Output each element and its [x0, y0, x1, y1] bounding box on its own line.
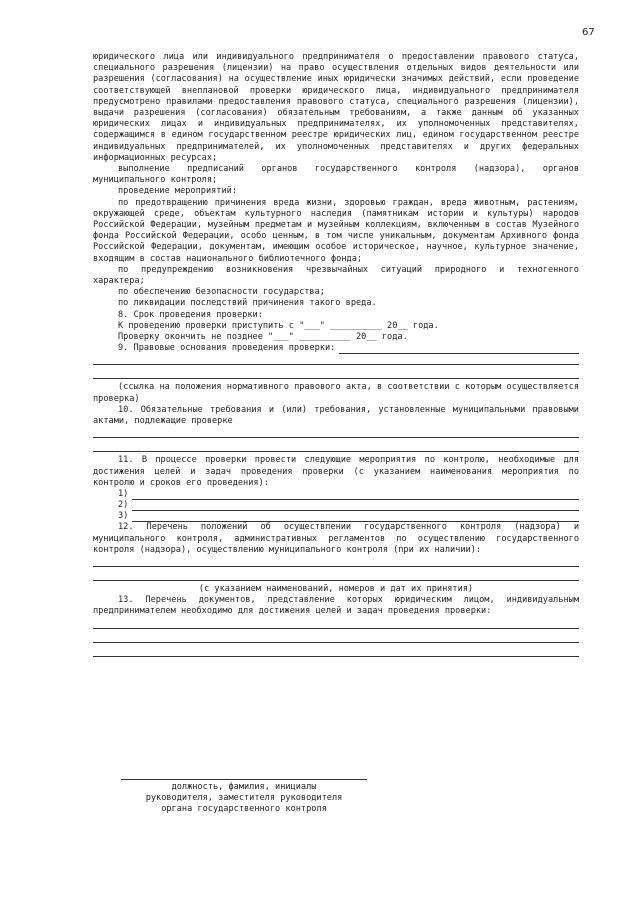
item-8-start: К проведению проверки приступить с "___" __________ 20__ года. — [118, 320, 439, 331]
paragraph-liquidation: по ликвидации последствий причинения такого вреда. — [118, 298, 377, 309]
item-9-blank-line — [93, 368, 579, 379]
item-12-blank-line — [93, 556, 579, 567]
paragraph-prescriptions: выполнение предписаний органов государственного контроля (надзора), органов муниципального контроля; — [93, 164, 579, 186]
paragraph-security: по обеспечению безопасности государства; — [118, 287, 325, 298]
item-11-fill-line — [132, 502, 579, 511]
item-9-row — [93, 343, 579, 354]
item-12-blank-line — [93, 570, 579, 581]
item-11-line-number: 2) — [118, 500, 129, 511]
item-11-line-number: 1) — [118, 488, 129, 499]
signature-caption-1: должность, фамилия, инициалы — [171, 782, 317, 792]
signature-block — [121, 775, 367, 816]
item-9-label: 9. Правовые основания проведения проверки: — [118, 343, 336, 354]
item-9-fill-line — [339, 345, 579, 354]
item-11-line-3 — [93, 511, 579, 522]
item-8-label: 8. Срок проведения проверки: — [118, 309, 263, 320]
item-13-text: 13. Перечень документов, представление которых юридическим лицом, индивидуальным предпринимателем необходимо для достижения целей и задач проведения проверки: — [93, 595, 579, 617]
item-11-fill-line — [132, 491, 579, 500]
item-11-line-1 — [93, 489, 579, 500]
item-12-note: (с указанием наименований, номеров и дат их принятия) — [198, 584, 474, 595]
signature-line — [121, 775, 367, 780]
item-13-blank-line — [93, 618, 579, 629]
item-13-blank-line — [93, 632, 579, 643]
item-11-line-2 — [93, 500, 579, 511]
paragraph-prevent-emergency: по предупреждению возникновения чрезвычайных ситуаций природного и техногенного характера; — [93, 264, 579, 287]
item-11-line-number: 3) — [118, 511, 129, 522]
item-10-blank-line — [93, 427, 579, 438]
item-13-blank-line — [93, 646, 579, 657]
item-10-blank-line — [93, 441, 579, 452]
paragraph-measures: проведение мероприятий: — [118, 186, 237, 197]
signature-caption-2: руководителя, заместителя руководителя — [145, 793, 343, 804]
paragraph-prevent-harm: по предотвращению причинения вреда жизни, здоровью граждан, вреда животным, растениям, окружающей среде, объектам культурного наследия (памятникам истории и культуры) народов Российской Федерации, музейным предметам и музейным коллекциям, включенным в состав Музейного фонда Российской Федерации, особо ценным, в том числе уникальным, документам Архивного фонда Российской Федерации, документам, имеющим особое историческое, научное, культурное значение, входящим в состав национального библиотечного фонда; — [93, 197, 579, 264]
page-number: 67 — [582, 27, 595, 38]
paragraph-legal-status: юридического лица или индивидуального предпринимателя о предоставлении правового статуса, специального разрешения (лицензии) на право осуществления отдельных видов деятельности или разрешения (согласования) на осуществление иных юридически значимых действий, если проведение соответствующей внеплановой проверки юридического лица, индивидуального предпринимателя предусмотрено правилами предоставления правового статуса, специального разрешения (лицензии), выдачи разрешения (согласования) обязательным требованиям, а также данным об указанных юридических лицах и индивидуальных предпринимателях, их уполномоченных представителях, содержащимся в едином государственном реестре юридических лиц, едином государственном реестре индивидуальных предпринимателей, их уполномоченных представителях и других федеральных информационных ресурсах; — [93, 52, 579, 163]
document-body — [93, 52, 579, 660]
item-10-text: 10. Обязательные требования и (или) требования, установленные муниципальными правовыми актами, подлежащие проверке — [93, 404, 579, 427]
signature-caption-3: органа государственного контроля — [161, 804, 327, 815]
item-9-note: (ссылка на положения нормативного правового акта, в соответствии с которым осуществляется проверка) — [93, 382, 579, 404]
item-8-end: Проверку окончить не позднее "___" __________ 20__ года. — [118, 332, 408, 343]
item-11-text: 11. В процессе проверки провести следующие мероприятия по контролю, необходимые для достижения целей и задач проведения проверки (с указанием наименования мероприятия по контролю и сроков его проведения): — [93, 455, 579, 488]
item-12-text: 12. Перечень положений об осуществлении государственного контроля (надзора) и муниципального контроля, административных регламентов по осуществлению государственного контроля (надзора), осуществлению муниципального контроля (при их наличии): — [93, 522, 579, 555]
item-9-blank-line — [93, 354, 579, 365]
